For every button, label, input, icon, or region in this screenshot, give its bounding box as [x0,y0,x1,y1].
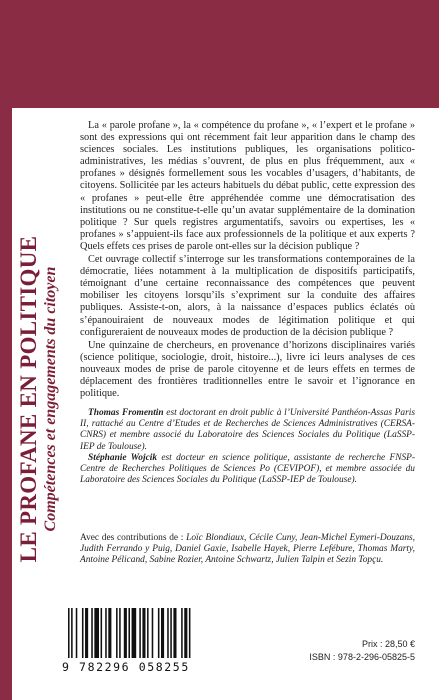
spine [10,112,68,686]
price-block [309,638,415,664]
blurb-paragraph-1: La « parole profane », la « compétence du profane », « l’expert et le profane » sont des expressions qui ont récemment fait leur apparition dans le champ des sciences sociales. Les institutions publiques, les organisations politico-administratives, les médias s’ouvrent, de plus en plus fréquemment, aux « profanes » désignés formellement sous les vocables d’usagers, d’habitants, de citoyens. Sollicitée par les acteurs habituels du débat public, cette expression des « profanes » peut-elle être appréhendée comme une démocratisation des institutions ou ne constitue-t-elle qu’un avatar supplémentaire de la domination politique ? Sur quels registres argumentatifs, savoirs ou expertises, les « profanes » s’appuient-ils face aux professionnels de la politique et aux experts ? Quels effets ces prises de parole ont-elles sur la décision publique ? [80,120,415,252]
author-bio-1 [80,408,415,453]
price-label: Prix : 28,50 € [361,639,415,649]
blurb-paragraph-2: Cet ouvrage collectif s’interroge sur les transformations contemporaines de la démocratie, liées notamment à la multiplication de dispositifs participatifs, témoignant d’une certaine reconnaissance des compétences que peuvent mobiliser les citoyens lorsqu’ils s’expriment sur la conduite des affaires publiques. Assiste-t-on, alors, à la naissance d’espaces publics éclatés où s’épanouiraient de nouveaux modes de légitimation politique et qui configureraient de nouveaux modes de production de la décision publique ? [80,254,415,338]
book-title: LE PROFANE EN POLITIQUE [16,235,41,563]
barcode-bar [170,608,172,658]
barcode [58,604,198,678]
author-name-1: Thomas Fromentin [88,408,164,418]
barcode-bar [101,608,103,658]
barcode-bars [62,608,194,660]
barcode-bar [147,608,149,658]
barcode-bar [184,608,187,658]
blurb-paragraph-3: Une quinzaine de chercheurs, en provenance d’horizons disciplinaires variés (science politique, sociologie, droit, histoire...), livre ici leurs analyses de ces nouveaux modes de prise de parole citoyenne et de leurs effets en termes de déplacement des frontières traditionnelles entre le savoir et l’ignorance en politique. [80,339,415,400]
barcode-bar [173,608,176,658]
barcode-bar [158,608,160,658]
barcode-bar [119,608,121,658]
back-cover-blurb [80,120,415,400]
barcode-bar [71,608,73,658]
barcode-bar [128,608,130,658]
barcode-bar [167,608,169,658]
isbn-label: ISBN : 978-2-296-05825-5 [309,652,415,662]
author-name-2: Stéphanie Wojcik [88,452,158,463]
contributors-names: Loïc Blondiaux, Cécile Cuny, Jean-Michel Eymeri-Douzans, Judith Ferrando y Puig, Daniel Gaxie, Isabelle Hayek, Pierre Lefébure, Thomas Marty, Antoine Pélicand, Sabine Rozier, Antoine Schwartz, Julien Talpin et Sezin Topçu. [80,533,416,566]
cover-top-band [0,0,439,108]
barcode-digits: 9 782296 058255 [62,660,190,674]
barcode-bar [108,608,111,658]
contributors-intro: Avec des contributions de : [80,533,187,543]
barcode-bar [142,608,145,658]
barcode-bar [68,608,70,658]
author-bio-text-1: est doctorant en droit public à l’Université Panthéon-Assas Paris II, rattaché au Centre d’Etudes et de Recherches de Sciences Administratives (CERSA-CNRS) et membre associé du Laboratoire des Sciences Sociales du Politique (LaSSP-IEP de Toulouse). [80,408,415,452]
barcode-bar [152,608,154,658]
barcode-bar [116,608,118,658]
barcode-bar [132,608,137,658]
contributors [80,533,415,567]
barcode-bar [91,608,93,658]
author-bios [80,408,415,486]
author-bio-2 [80,453,415,487]
book-subtitle: Compétences et engagements du citoyen [42,266,59,532]
barcode-bar [76,608,78,658]
barcode-bar [94,608,99,658]
barcode-bar [161,608,164,658]
barcode-bar [124,608,127,658]
barcode-bar [85,608,88,658]
barcode-bar [181,608,183,658]
barcode-bar [189,608,191,658]
author-bio-text-2: est docteur en science politique, assistante de recherche FNSP-Centre de Recherches Politiques de Sciences Po (CEVIPOF), et membre associée du Laboratoire des Sciences Sociales du Politique (LaSSP-IEP de Toulouse). [80,452,415,486]
barcode-bar [139,608,141,658]
barcode-bar [105,608,107,658]
barcode-bar [82,608,84,658]
